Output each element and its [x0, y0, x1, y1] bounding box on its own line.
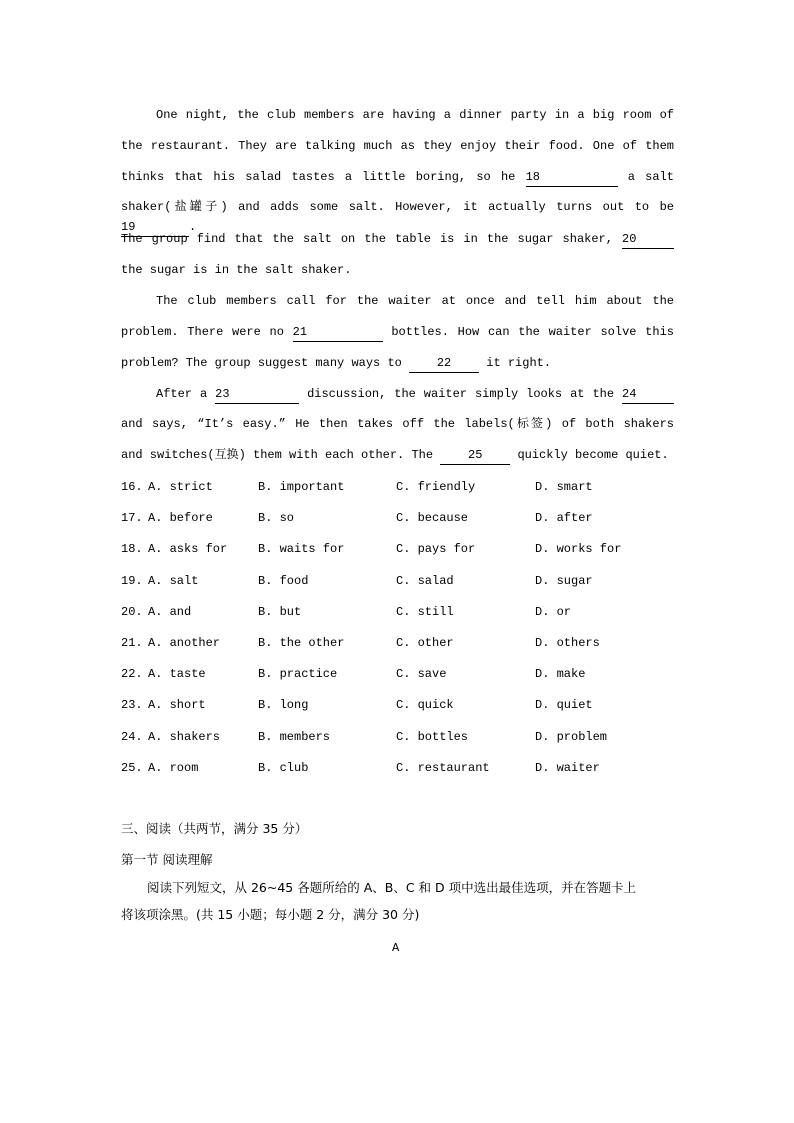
passage-text: a salt — [617, 170, 674, 184]
passage-label: A — [392, 941, 400, 955]
section-subheading: 第一节 阅读理解 — [121, 852, 213, 867]
passage-line — [121, 445, 674, 465]
passage-line — [156, 105, 674, 125]
option-a: A. taste — [148, 667, 206, 682]
passage-line — [156, 291, 674, 311]
passage-line — [121, 414, 674, 434]
passage-text: the restaurant. They are talking much as they enjoy their food. One of them — [121, 139, 674, 153]
option-c: C. still — [396, 604, 454, 619]
option-a: A. another — [148, 636, 221, 650]
question-number: 17. — [121, 511, 143, 526]
answer-blank: 25 — [440, 448, 510, 465]
passage-text: and switches(互换) them with each other. The — [121, 448, 441, 462]
passage-text: discussion, the waiter simply looks at the — [299, 387, 623, 401]
option-c: C. save — [396, 667, 447, 682]
question-number: 24. — [121, 729, 143, 744]
passage-text: shaker(盐罐子) and adds some salt. However, it actually turns out to be — [121, 200, 674, 214]
answer-blank: 21 — [293, 325, 383, 342]
option-b: B. so — [258, 511, 295, 526]
option-c: C. pays for — [396, 542, 476, 557]
passage-text: . — [189, 220, 197, 234]
option-a: A. strict — [148, 480, 213, 494]
instruction-line-1: 阅读下列短文，从 26~45 各题所给的 A、B、C 和 D 项中选出最佳选项，并在答题卡上 — [147, 880, 637, 895]
passage-text: problem. There were no — [121, 325, 293, 339]
passage-text: problem? The group suggest many ways to — [121, 356, 410, 370]
passage-line — [121, 197, 674, 234]
passage-text: and says, “It’s easy.” He then takes off the labels(标签) of both shakers — [121, 417, 674, 431]
passage-line — [121, 229, 674, 249]
answer-blank: 19 — [121, 220, 189, 237]
option-d: D. waiter — [535, 760, 600, 775]
option-a: A. and — [148, 604, 192, 619]
option-d: D. works for — [535, 542, 622, 557]
question-number: 22. — [121, 667, 143, 682]
passage-line — [121, 353, 674, 373]
answer-blank: 22 — [409, 356, 479, 373]
instruction-line-2: 将该项涂黑。(共 15 小题；每小题 2 分，满分 30 分) — [121, 907, 420, 922]
option-b: B. the other — [258, 636, 345, 650]
option-b: B. important — [258, 480, 345, 494]
option-b: B. practice — [258, 667, 338, 682]
question-number: 25. — [121, 760, 143, 775]
option-b: B. members — [258, 729, 331, 744]
option-c: C. quick — [396, 698, 454, 713]
passage-text: The club members call for the waiter at once and tell him about the — [156, 294, 674, 308]
passage-text: the sugar is in the salt shaker. — [121, 263, 352, 277]
answer-blank: 18 — [526, 170, 618, 187]
option-c: C. restaurant — [396, 760, 490, 775]
passage-line — [121, 136, 674, 156]
option-a: A. asks for — [148, 542, 228, 557]
option-c: C. because — [396, 511, 469, 526]
option-a: A. before — [148, 511, 213, 526]
passage-text: thinks that his salad tastes a little boring, so he — [121, 170, 526, 184]
passage-line — [121, 322, 674, 342]
option-b: B. long — [258, 698, 309, 713]
option-a: A. room — [148, 760, 199, 775]
option-d: D. quiet — [535, 698, 593, 713]
option-c: C. friendly — [396, 480, 476, 494]
passage-text: quickly become quiet. — [510, 448, 669, 462]
option-c: C. salad — [396, 573, 454, 588]
passage-line — [121, 260, 674, 280]
passage-line — [156, 384, 674, 404]
option-b: B. club — [258, 760, 309, 775]
answer-blank: 23 — [215, 387, 299, 404]
passage-text: One night, the club members are having a dinner party in a big room of — [156, 108, 674, 122]
option-b: B. but — [258, 604, 302, 619]
option-a: A. shakers — [148, 729, 221, 744]
option-b: B. food — [258, 573, 309, 588]
option-c: C. other — [396, 636, 454, 650]
passage-text: bottles. How can the waiter solve this — [382, 325, 674, 339]
option-a: A. short — [148, 698, 206, 713]
passage-text: it right. — [479, 356, 552, 370]
option-d: D. smart — [535, 480, 593, 494]
option-d: D. make — [535, 667, 586, 682]
answer-blank: 24 — [622, 387, 674, 404]
section-heading: 三、阅读（共两节，满分 35 分） — [121, 821, 308, 836]
question-number: 18. — [121, 542, 143, 557]
option-d: D. or — [535, 604, 572, 619]
option-b: B. waits for — [258, 542, 345, 557]
passage-text: After a — [156, 387, 216, 401]
option-d: D. after — [535, 511, 593, 526]
question-number: 16. — [121, 480, 143, 494]
question-number: 19. — [121, 573, 143, 588]
answer-blank: 20 — [622, 232, 674, 249]
passage-line — [121, 167, 674, 187]
option-d: D. others — [535, 636, 600, 650]
option-d: D. sugar — [535, 573, 593, 588]
question-number: 23. — [121, 698, 143, 713]
question-number: 21. — [121, 636, 143, 650]
passage-text: The group find that the salt on the table is in the sugar shaker, — [121, 232, 622, 246]
option-a: A. salt — [148, 573, 199, 588]
question-number: 20. — [121, 604, 143, 619]
option-d: D. problem — [535, 729, 608, 744]
option-c: C. bottles — [396, 729, 469, 744]
